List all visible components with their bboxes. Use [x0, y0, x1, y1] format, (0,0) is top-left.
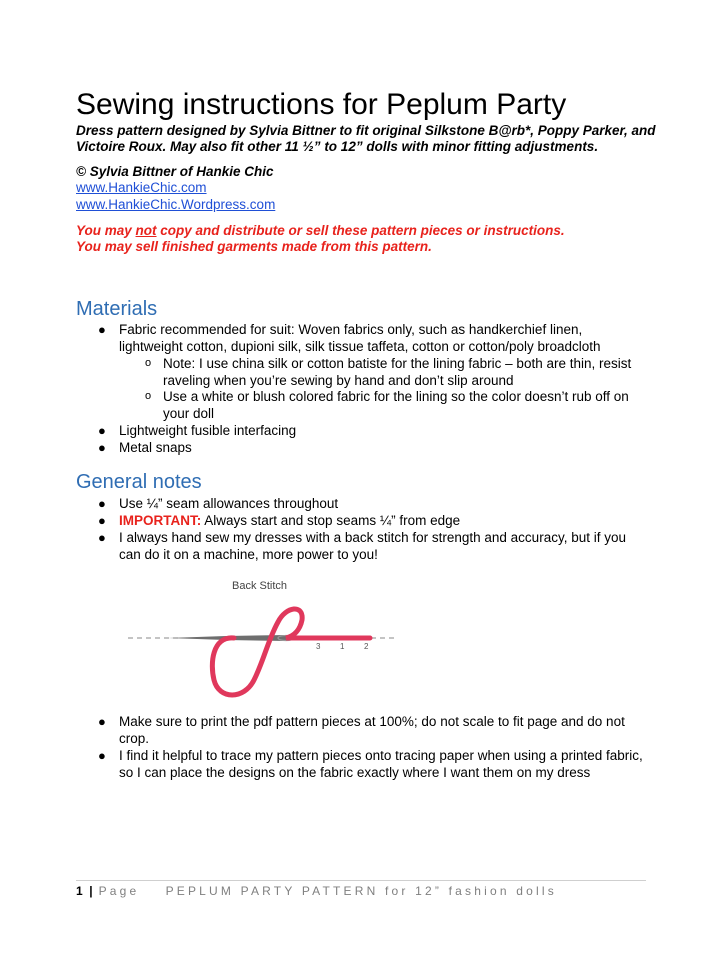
warning-emphasis: not — [135, 223, 157, 238]
subtitle: Dress pattern designed by Sylvia Bittner to fit original Silkstone B@rb*, Poppy Parker, and Victoire Roux. May also fit other 11 ½” to 12” dolls with minor fitting adjustments. — [76, 123, 656, 154]
list-item: Metal snaps — [119, 440, 192, 455]
page-title: Sewing instructions for Peplum Party — [76, 88, 567, 121]
list-item: Fabric recommended for suit: Woven fabrics only, such as handkerchief linen, — [119, 322, 583, 337]
thread — [212, 609, 370, 695]
general-notes-heading: General notes — [76, 471, 202, 493]
link-hankiechic[interactable]: www.HankieChic.com — [76, 180, 207, 195]
footer-separator: | — [89, 884, 93, 898]
list-item-continued: can do it on a machine, more power to you! — [119, 547, 378, 562]
sell-permission-notice: You may sell finished garments made from this pattern. — [76, 239, 432, 254]
bullet-icon: ● — [98, 322, 106, 337]
sub-list-item: Note: I use china silk or cotton batiste for the lining fabric – both are thin, resist — [163, 356, 632, 371]
important-text: Always start and stop seams ¼” from edge — [201, 513, 461, 528]
sub-bullet-icon: o — [145, 390, 152, 402]
bullet-icon: ● — [98, 748, 106, 763]
stitch-number-3: 3 — [316, 642, 321, 651]
stitch-number-1: 1 — [340, 642, 345, 651]
warning-text-start: You may — [76, 223, 136, 238]
footer-rule — [76, 880, 646, 881]
sub-list-item-continued: raveling when you’re sewing by hand and don’t slip around — [163, 373, 514, 388]
back-stitch-illustration — [126, 576, 398, 706]
stitch-number-2: 2 — [364, 642, 369, 651]
sub-list-item: Use a white or blush colored fabric for the lining so the color doesn’t rub off on — [163, 389, 629, 404]
list-item: Use ¼” seam allowances throughout — [119, 496, 339, 511]
list-item: Lightweight fusible interfacing — [119, 423, 297, 438]
page-label: Page — [98, 884, 140, 898]
sub-list-item-continued: your doll — [163, 406, 215, 421]
bullet-icon: ● — [98, 496, 106, 511]
footer-text: PEPLUM PARTY PATTERN for 12” fashion dolls — [165, 884, 557, 898]
link-hankiechic-wordpress[interactable]: www.HankieChic.Wordpress.com — [76, 197, 276, 212]
list-item-continued: so I can place the designs on the fabric exactly where I want them on my dress — [119, 765, 591, 780]
copyright-warning — [76, 223, 565, 239]
list-item-continued: crop. — [119, 731, 150, 746]
copyright-line: © Sylvia Bittner of Hankie Chic — [76, 164, 274, 179]
materials-heading: Materials — [76, 298, 158, 320]
list-item-continued: lightweight cotton, dupioni silk, silk tissue taffeta, cotton or cotton/poly broadcloth — [119, 339, 601, 354]
figure-title: Back Stitch — [232, 580, 288, 592]
bullet-icon: ● — [98, 714, 106, 729]
page-footer — [76, 883, 557, 899]
list-item: I always hand sew my dresses with a back stitch for strength and accuracy, but if you — [119, 530, 626, 545]
page-number: 1 — [76, 884, 83, 898]
bullet-icon: ● — [98, 423, 106, 438]
list-item — [119, 512, 460, 529]
warning-text-end: copy and distribute or sell these pattern pieces or instructions. — [156, 223, 565, 238]
bullet-icon: ● — [98, 513, 106, 528]
bullet-icon: ● — [98, 440, 106, 455]
sub-bullet-icon: o — [145, 357, 152, 369]
list-item: Make sure to print the pdf pattern pieces at 100%; do not scale to fit page and do not — [119, 714, 625, 729]
list-item: I find it helpful to trace my pattern pieces onto tracing paper when using a printed fabric, — [119, 748, 643, 763]
bullet-icon: ● — [98, 530, 106, 545]
important-label: IMPORTANT: — [119, 513, 202, 528]
back-stitch-figure — [126, 576, 398, 706]
